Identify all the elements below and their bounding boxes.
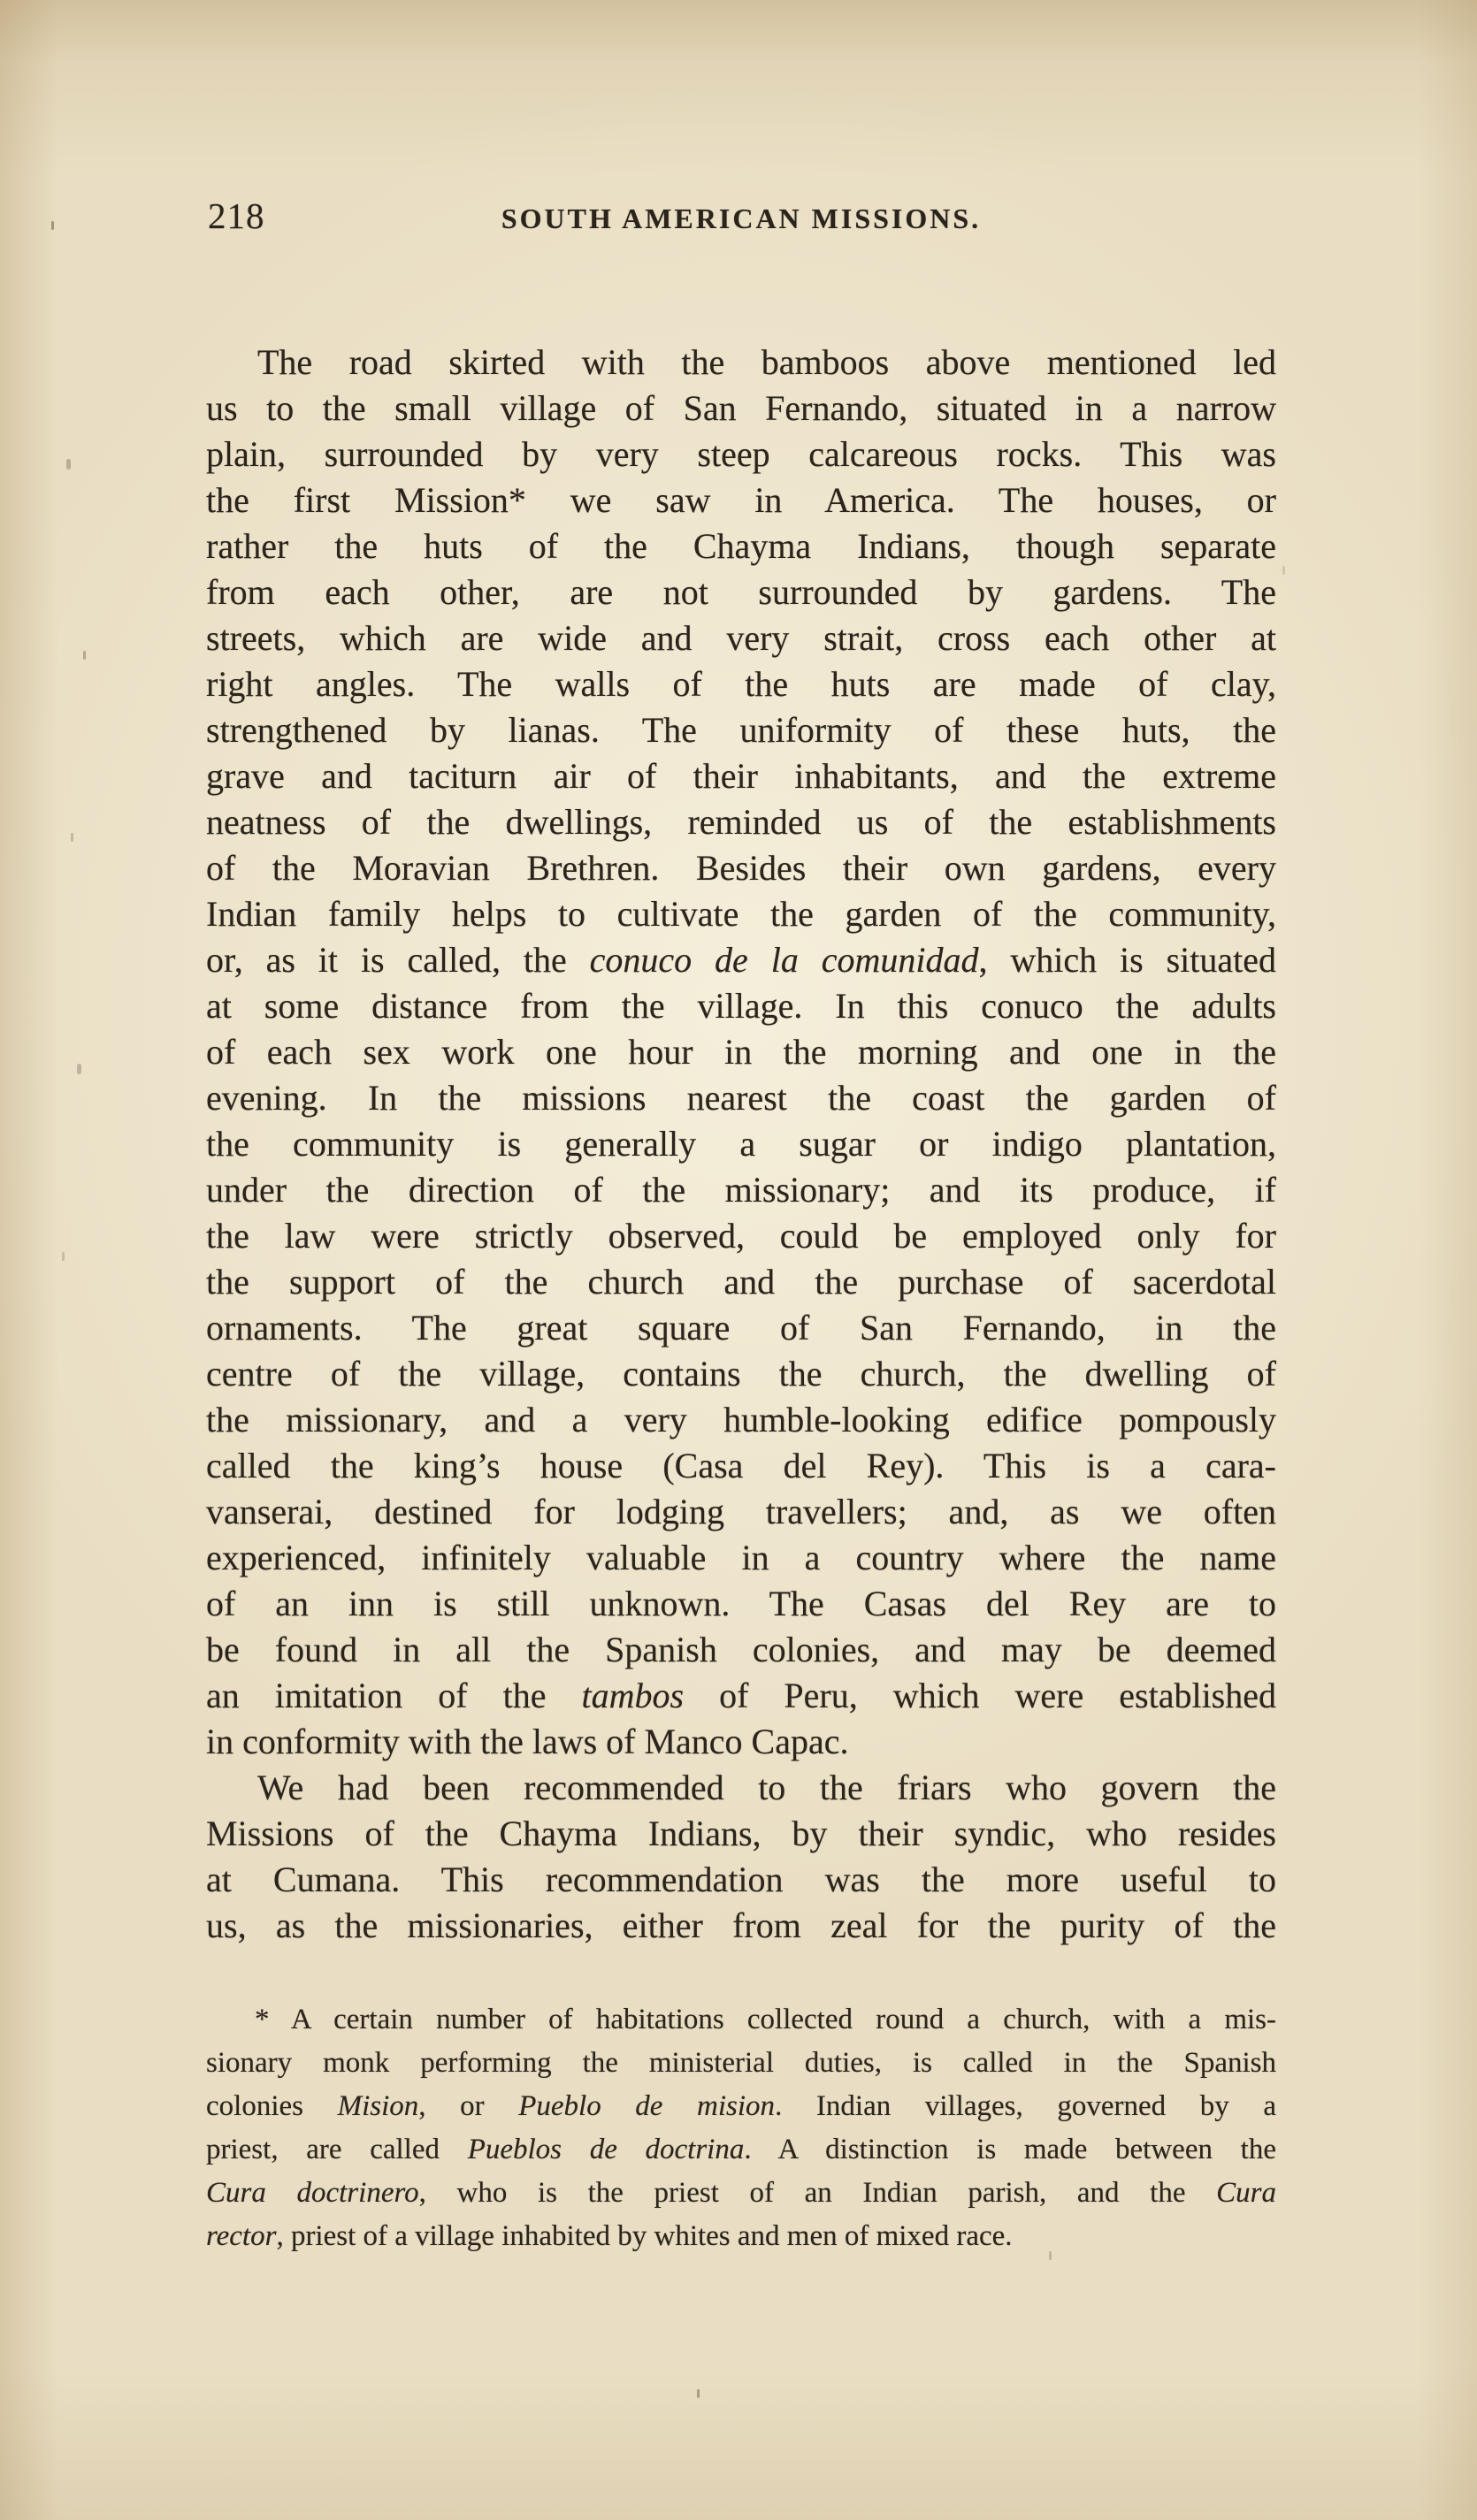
text-line: Cura doctrinero, who is the priest of an Indian parish, and the Cura <box>206 2177 1276 2209</box>
text-line: from each other, are not surrounded by gardens. The <box>206 572 1276 612</box>
text-line: the law were strictly observed, could be employed only for <box>206 1216 1276 1256</box>
text-line: the missionary, and a very humble-looking edifice pompously <box>206 1400 1276 1439</box>
text-line: The road skirted with the bamboos above mentioned led <box>257 342 1276 382</box>
text-line: strengthened by lianas. The uniformity of these huts, the <box>206 710 1276 750</box>
text-line: us, as the missionaries, either from zeal for the purity of the <box>206 1905 1276 1945</box>
text-line: at Cumana. This recommendation was the more useful to <box>206 1859 1276 1899</box>
text-line: an imitation of the tambos of Peru, which were established <box>206 1676 1277 1715</box>
text-line: rather the huts of the Chayma Indians, though separate <box>206 526 1276 566</box>
text-line: grave and taciturn air of their inhabitants, and the extreme <box>206 756 1276 796</box>
text-line: Indian family helps to cultivate the garden of the community, <box>206 894 1276 934</box>
text-line: Missions of the Chayma Indians, by their syndic, who resides <box>206 1814 1276 1853</box>
text-line: be found in all the Spanish colonies, and may be deemed <box>206 1630 1276 1669</box>
text-line: us to the small village of San Fernando, situated in a narrow <box>206 388 1276 428</box>
page-number: 218 <box>208 195 265 236</box>
text-line: * A certain number of habitations collected round a church, with a mis- <box>255 2004 1276 2035</box>
body-text <box>206 340 1276 1949</box>
text-line: colonies Mision, or Pueblo de mision. Indian villages, governed by a <box>206 2090 1276 2122</box>
text-line: vanserai, destined for lodging travellers; and, as we often <box>206 1492 1276 1531</box>
text-line: under the direction of the missionary; and its produce, if <box>206 1170 1276 1210</box>
text-line: experienced, infinitely valuable in a country where the name <box>206 1538 1276 1577</box>
page-header <box>206 196 1276 241</box>
running-title: SOUTH AMERICAN MISSIONS. <box>501 202 982 234</box>
text-line: called the king’s house (Casa del Rey). This is a cara- <box>206 1446 1276 1485</box>
text-line: rector, priest of a village inhabited by whites and men of mixed race. <box>206 2220 1013 2252</box>
text-line: in conformity with the laws of Manco Capac. <box>206 1722 849 1761</box>
text-line: of the Moravian Brethren. Besides their own gardens, every <box>206 848 1276 888</box>
text-line: streets, which are wide and very strait, cross each other at <box>206 618 1276 658</box>
text-line: ornaments. The great square of San Fernando, in the <box>206 1308 1276 1348</box>
text-line: or, as it is called, the conuco de la comunidad, which is situated <box>206 940 1276 980</box>
text-line: the community is generally a sugar or indigo plantation, <box>206 1124 1276 1164</box>
text-line: centre of the village, contains the church, the dwelling of <box>206 1354 1276 1394</box>
text-line: of each sex work one hour in the morning and one in the <box>206 1032 1276 1072</box>
text-line: sionary monk performing the ministerial duties, is called in the Spanish <box>206 2047 1276 2079</box>
text-line: of an inn is still unknown. The Casas del Rey are to <box>206 1584 1276 1623</box>
footnote <box>206 1998 1276 2258</box>
text-line: right angles. The walls of the huts are made of clay, <box>206 664 1276 704</box>
text-line: evening. In the missions nearest the coast the garden of <box>206 1078 1276 1118</box>
text-line: priest, are called Pueblos de doctrina. A distinction is made between the <box>206 2134 1276 2165</box>
text-line: neatness of the dwellings, reminded us of the establishments <box>206 802 1276 842</box>
text-line: the first Mission* we saw in America. The houses, or <box>206 480 1276 520</box>
text-line: at some distance from the village. In this conuco the adults <box>206 986 1276 1026</box>
ink-specks <box>0 0 3 9</box>
paragraph <box>206 1765 1276 1949</box>
paragraph <box>206 340 1276 1765</box>
text-line: the support of the church and the purchase of sacerdotal <box>206 1262 1276 1302</box>
text-line: plain, surrounded by very steep calcareous rocks. This was <box>206 434 1276 474</box>
text-line: We had been recommended to the friars who govern the <box>257 1768 1276 1807</box>
